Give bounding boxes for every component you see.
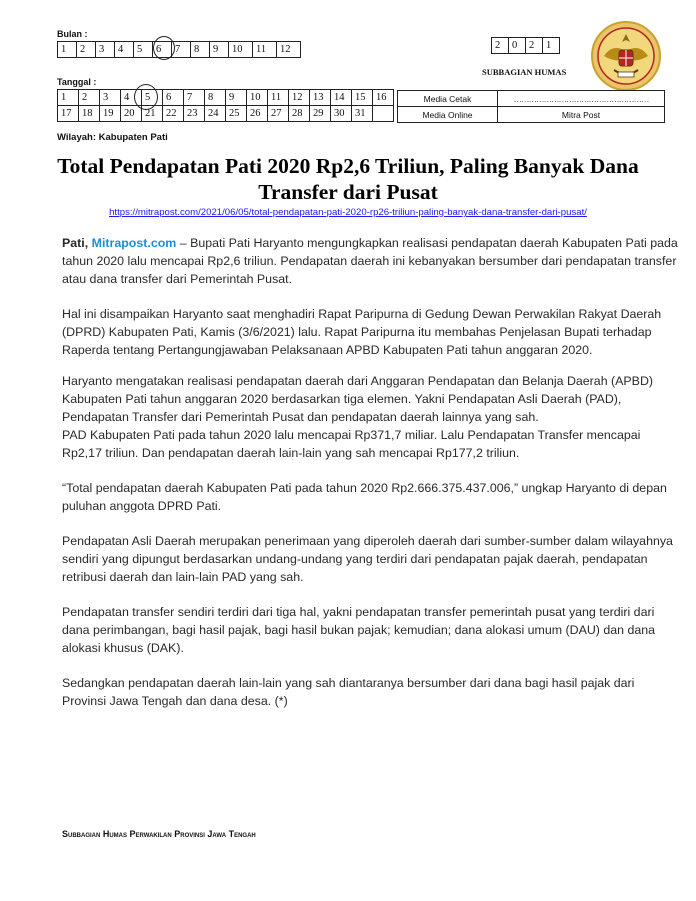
date-cell: 15 <box>352 90 373 106</box>
date-cell: 28 <box>289 106 310 122</box>
date-cell: 12 <box>289 90 310 106</box>
paragraph-5: “Total pendapatan daerah Kabupaten Pati pada tahun 2020 Rp2.666.375.437.006,” ungkap Haryanto di depan puluhan anggota DPRD Pati. <box>62 481 667 513</box>
date-cell: 26 <box>247 106 268 122</box>
month-cell: 1 <box>58 42 77 58</box>
date-cell: 6 <box>163 90 184 106</box>
date-cell: 14 <box>331 90 352 106</box>
paragraph-7: Pendapatan transfer sendiri terdiri dari tiga hal, yakni pendapatan transfer pemerintah pusat yang terdiri dari dana perimbangan, bagi hasil pajak, bagi hasil bukan pajak; kemudian; dana alokasi umum (DAU) dan dana alokasi khusus (DAK). <box>62 605 656 655</box>
month-cell: 8 <box>191 42 210 58</box>
date-cell: 20 <box>121 106 142 122</box>
article-url-link[interactable]: https://mitrapost.com/2021/06/05/total-pendapatan-pati-2020-rp26-triliun-paling-banyak-dana-transfer-dari-pusat/ <box>109 207 587 218</box>
date-cell: 8 <box>205 90 226 106</box>
date-cell: 7 <box>184 90 205 106</box>
media-table <box>397 90 665 123</box>
date-cell: 11 <box>268 90 289 106</box>
selected-month-circle <box>153 36 175 60</box>
date-cell: 31 <box>352 106 373 122</box>
footer-text: Subbagian Humas Perwakilan Provinsi Jawa Tengah <box>62 829 256 839</box>
year-grid <box>491 37 560 54</box>
paragraph-8: Sedangkan pendapatan daerah lain-lain yang sah diantaranya bersumber dari dana bagi hasil pajak dari Provinsi Jawa Tengah dan dana desa. (*) <box>62 676 635 708</box>
date-cell: 30 <box>331 106 352 122</box>
year-digit: 2 <box>526 38 543 54</box>
month-cell: 12 <box>277 42 301 58</box>
paragraph-3: Haryanto mengatakan realisasi pendapatan daerah dari Anggaran Pendapatan dan Belanja Daerah (APBD) Kabupaten Pati tahun anggaran 2020 berdasarkan tiga elemen. Yakni Pendapatan Asli Daerah (PAD), Pendapatan Transfer dari Pemerintah Pusat dan pendapatan daerah lainnya yang sah. <box>62 374 654 424</box>
date-cell: 2 <box>79 90 100 106</box>
paragraph-1-text: – Bupati Pati Haryanto mengungkapkan realisasi pendapatan daerah Kabupaten Pati pada tahun 2020 lalu mencapai Rp2,6 triliun. Pendapatan daerah ini kebanyakan bersumber dari pendapatan transfer atau dana transfer dari Pemerintah Pusat. <box>62 236 678 286</box>
date-cell: 17 <box>58 106 79 122</box>
date-cell: 29 <box>310 106 331 122</box>
date-cell: 4 <box>121 90 142 106</box>
month-cell: 4 <box>115 42 134 58</box>
article-body <box>62 234 680 710</box>
media-online-label: Media Online <box>398 107 498 123</box>
year-digit: 2 <box>492 38 509 54</box>
paragraph-6: Pendapatan Asli Daerah merupakan penerimaan yang diperoleh daerah dari sumber-sumber dalam wilayahnya sendiri yang dipungut berdasarkan undang-undang yang terdiri dari pendapatan pajak daerah, pendapatan retribusi daerah dan lain-lain PAD yang sah. <box>62 534 673 584</box>
dateline: Pati, <box>62 236 89 250</box>
paragraph-4: PAD Kabupaten Pati pada tahun 2020 lalu mencapai Rp371,7 miliar. Lalu Pendapatan Transfer mencapai Rp2,17 triliun. Dan pendapatan daerah lain-lain yang sah mencapai Rp177,2 triliun. <box>62 428 641 460</box>
paragraph-2: Hal ini disampaikan Haryanto saat menghadiri Rapat Paripurna di Gedung Dewan Perwakilan Rakyat Daerah (DPRD) Kabupaten Pati, Kamis (3/6/2021) lalu. Rapat Paripurna itu membahas Penjelasan Bupati terhadap Raperda tentang Pertangungjawaban Pelaksanaan APBD Kabupaten Pati tahun anggaran 2020. <box>62 307 662 357</box>
year-digit: 1 <box>543 38 560 54</box>
month-cell: 3 <box>96 42 115 58</box>
month-cell-selected: 6 <box>153 42 172 58</box>
month-grid <box>57 41 301 58</box>
date-cell: 16 <box>373 90 394 106</box>
month-cell: 7 <box>172 42 191 58</box>
bulan-label: Bulan : <box>57 29 88 39</box>
wilayah-label: Wilayah: Kabupaten Pati <box>57 132 168 143</box>
date-cell: 27 <box>268 106 289 122</box>
date-cell: 13 <box>310 90 331 106</box>
selected-date-circle <box>134 84 158 110</box>
month-cell: 2 <box>77 42 96 58</box>
date-cell <box>373 106 394 122</box>
date-cell: 24 <box>205 106 226 122</box>
date-cell: 1 <box>58 90 79 106</box>
unit-label: SUBBAGIAN HUMAS <box>482 67 567 77</box>
month-cell: 9 <box>210 42 229 58</box>
date-cell: 19 <box>100 106 121 122</box>
date-cell: 22 <box>163 106 184 122</box>
month-cell: 5 <box>134 42 153 58</box>
date-cell: 3 <box>100 90 121 106</box>
date-cell-selected: 5 <box>142 90 163 106</box>
date-grid <box>57 89 394 122</box>
media-cetak-value: ……………………………………………… <box>498 91 665 107</box>
month-cell: 11 <box>253 42 277 58</box>
date-cell: 23 <box>184 106 205 122</box>
year-digit: 0 <box>509 38 526 54</box>
date-cell: 10 <box>247 90 268 106</box>
source-link[interactable]: Mitrapost.com <box>91 236 177 250</box>
tanggal-label: Tanggal : <box>57 77 97 87</box>
date-cell: 9 <box>226 90 247 106</box>
month-cell: 10 <box>229 42 253 58</box>
date-cell: 25 <box>226 106 247 122</box>
media-online-value: Mitra Post <box>498 107 665 123</box>
garuda-emblem-icon <box>590 20 662 92</box>
date-cell: 18 <box>79 106 100 122</box>
paragraph-1 <box>62 234 680 288</box>
media-cetak-label: Media Cetak <box>398 91 498 107</box>
article-title: Total Pendapatan Pati 2020 Rp2,6 Triliun, Paling Banyak Dana Transfer dari Pusat <box>57 154 639 204</box>
date-cell: 21 <box>142 106 163 122</box>
